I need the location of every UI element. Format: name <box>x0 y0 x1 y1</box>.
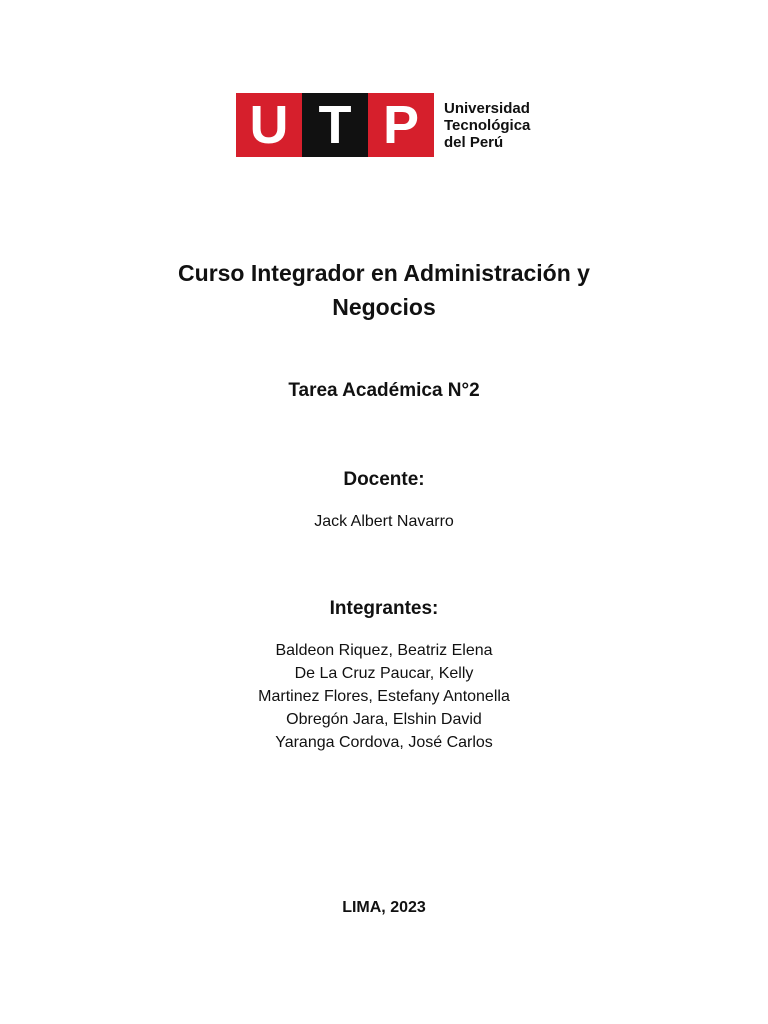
logo-name-line-3: del Perú <box>444 133 504 151</box>
course-title <box>0 256 768 324</box>
member-name: De La Cruz Paucar, Kelly <box>294 665 474 682</box>
logo-name-line-1: Universidad <box>444 99 530 117</box>
course-title-line-1: Curso Integrador en Administración y <box>178 260 590 286</box>
member-name: Obregón Jara, Elshin David <box>286 711 482 728</box>
logo-letter-p: P <box>368 93 434 157</box>
logo-letter-u: U <box>236 93 302 157</box>
member-name: Martinez Flores, Estefany Antonella <box>258 688 510 705</box>
task-title: Tarea Académica N°2 <box>288 380 480 401</box>
members-heading: Integrantes: <box>329 598 439 619</box>
logo-university-name <box>444 100 530 151</box>
logo-letter-t: T <box>302 93 368 157</box>
member-name: Baldeon Riquez, Beatriz Elena <box>275 642 493 659</box>
teacher-name: Jack Albert Navarro <box>314 513 454 530</box>
teacher-heading: Docente: <box>343 469 425 490</box>
logo-name-line-2: Tecnológica <box>444 116 531 134</box>
city-year: LIMA, 2023 <box>342 899 426 916</box>
members-list <box>0 639 768 754</box>
member-name: Yaranga Cordova, José Carlos <box>275 734 493 751</box>
utp-logo <box>236 93 530 157</box>
course-title-line-2: Negocios <box>332 294 436 320</box>
